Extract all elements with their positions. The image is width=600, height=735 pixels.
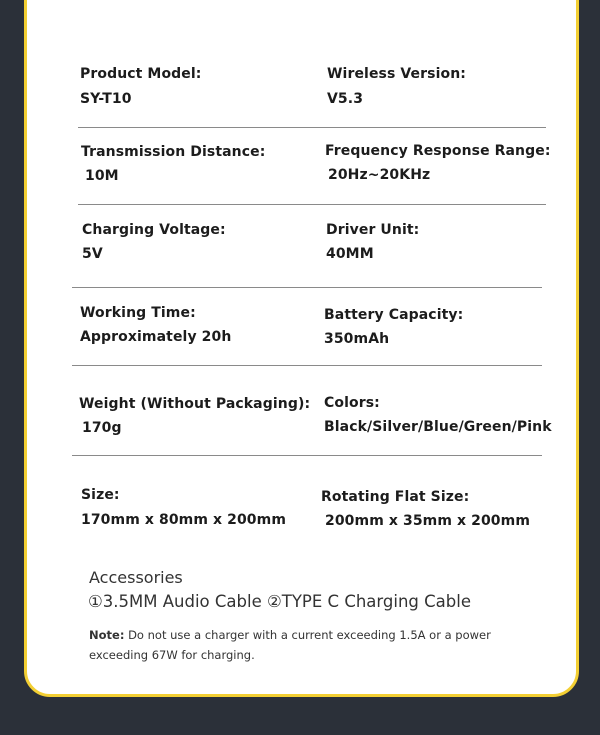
accessories-items: ①3.5MM Audio Cable ②TYPE C Charging Cable (88, 592, 471, 611)
frequency-response-value: 20Hz~20KHz (328, 167, 431, 183)
rotating-flat-size-value: 200mm x 35mm x 200mm (325, 513, 531, 529)
divider (72, 365, 542, 366)
transmission-distance-value: 10M (85, 168, 119, 184)
weight-value: 170g (82, 420, 122, 436)
charging-voltage-label: Charging Voltage: (82, 222, 226, 238)
rotating-flat-size-label: Rotating Flat Size: (321, 489, 470, 505)
weight-label: Weight (Without Packaging): (79, 396, 311, 412)
frequency-response-label: Frequency Response Range: (325, 143, 551, 159)
note-text: Do not use a charger with a current exceeding 1.5A or a power exceeding 67W for charging. (89, 628, 491, 662)
transmission-distance-label: Transmission Distance: (81, 144, 266, 160)
size-label: Size: (81, 487, 120, 503)
charging-note (89, 625, 529, 665)
wireless-version-label: Wireless Version: (327, 66, 466, 82)
driver-unit-value: 40MM (326, 246, 374, 262)
product-model-value: SY-T10 (80, 91, 132, 107)
colors-label: Colors: (324, 395, 380, 411)
wireless-version-value: V5.3 (327, 91, 364, 107)
product-model-label: Product Model: (80, 66, 202, 82)
battery-capacity-value: 350mAh (324, 331, 390, 347)
colors-value: Black/Silver/Blue/Green/Pink (324, 419, 552, 435)
working-time-label: Working Time: (80, 305, 196, 321)
working-time-value: Approximately 20h (80, 329, 232, 345)
note-label: Note: (89, 628, 125, 642)
divider (78, 127, 546, 128)
driver-unit-label: Driver Unit: (326, 222, 420, 238)
size-value: 170mm x 80mm x 200mm (81, 512, 287, 528)
divider (72, 287, 542, 288)
battery-capacity-label: Battery Capacity: (324, 307, 464, 323)
charging-voltage-value: 5V (82, 246, 103, 262)
accessories-title: Accessories (89, 568, 183, 587)
divider (78, 204, 546, 205)
divider (72, 455, 542, 456)
